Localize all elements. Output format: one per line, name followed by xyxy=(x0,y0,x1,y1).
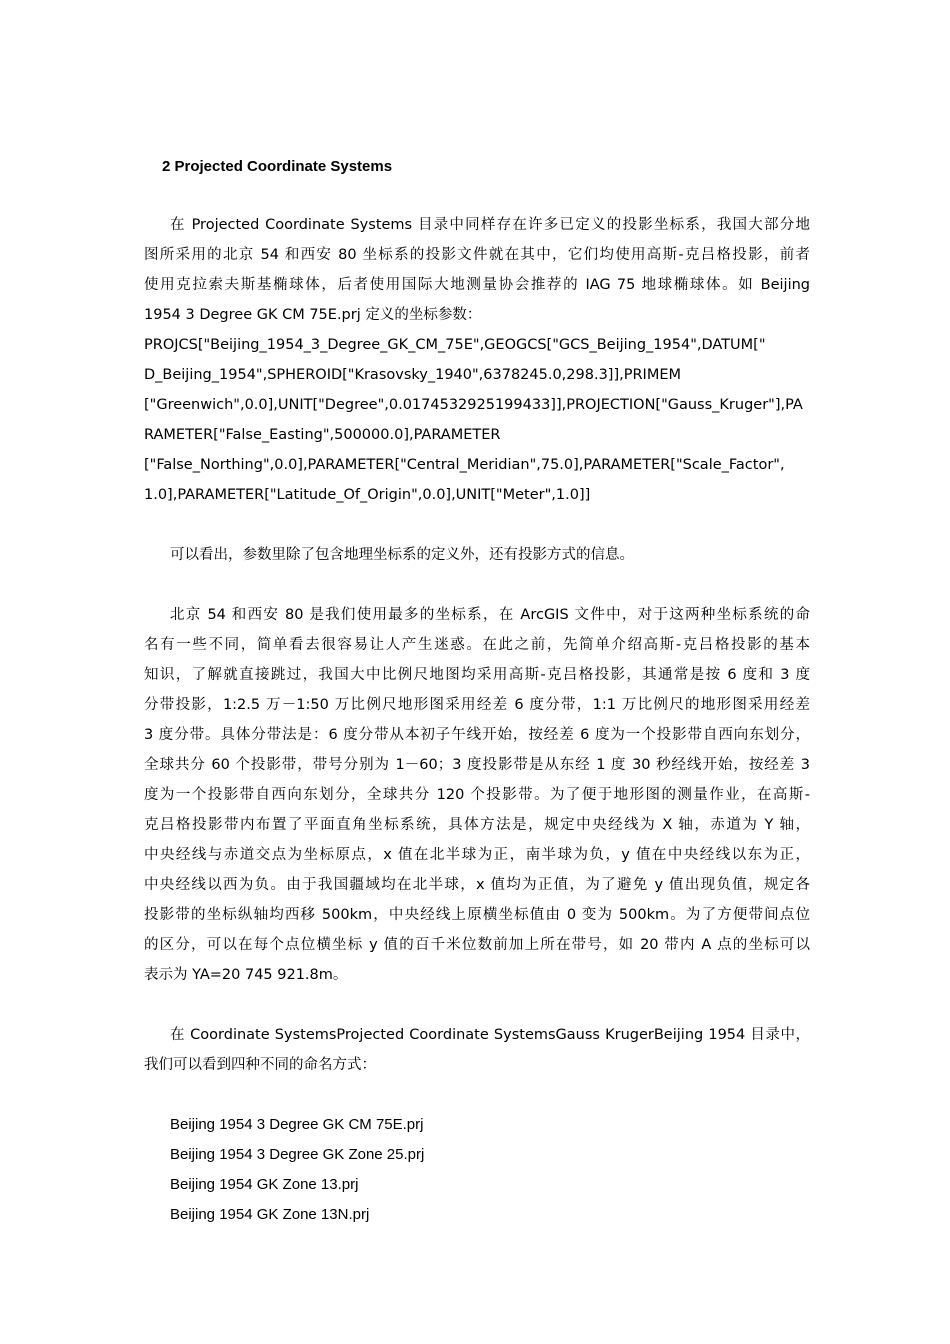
code-line: ["Greenwich",0.0],UNIT["Degree",0.0174532925199433]],PROJECTION["Gauss_Kruger"],PA xyxy=(144,397,803,413)
code-line: D_Beijing_1954",SPHEROID["Krasovsky_1940",6378245.0,298.3]],PRIMEM xyxy=(144,367,682,383)
text-line: 使用克拉索夫斯基椭球体，后者使用国际大地测量协会推荐的 IAG 75 地球椭球体。如 Beijing xyxy=(144,277,810,293)
list-item: Beijing 1954 3 Degree GK Zone 25.prj xyxy=(170,1146,425,1163)
text-line: 1954 3 Degree GK CM 75E.prj 定义的坐标参数： xyxy=(144,307,482,323)
text-line: 中央经线以西为负。由于我国疆域均在北半球，x 值均为正值，为了避免 y 值出现负值，规定各 xyxy=(144,877,810,893)
code-line: PROJCS["Beijing_1954_3_Degree_GK_CM_75E",GEOGCS["GCS_Beijing_1954",DATUM[" xyxy=(144,337,766,353)
text-line: 知识，了解就直接跳过，我国大中比例尺地图均采用高斯-克吕格投影，其通常是按 6 度和 3 度 xyxy=(144,667,810,683)
text-line: 分带投影，1:2.5 万－1:50 万比例尺地形图采用经差 6 度分带，1:1 万比例尺的地形图采用经差 xyxy=(144,697,810,713)
text-line: 北京 54 和西安 80 是我们使用最多的坐标系，在 ArcGIS 文件中，对于这两种坐标系统的命 xyxy=(170,607,810,623)
paragraph-intro xyxy=(144,210,810,510)
text-line: 投影带的坐标纵轴均西移 500km，中央经线上原横坐标值由 0 变为 500km。为了方便带间点位 xyxy=(144,907,810,923)
paragraph-naming xyxy=(144,1020,810,1080)
text-line: 我们可以看到四种不同的命名方式： xyxy=(144,1057,376,1073)
prj-file-list xyxy=(170,1110,424,1230)
text-line: 全球共分 60 个投影带，带号分别为 1－60；3 度投影带是从东经 1 度 30 秒经线开始，按经差 3 xyxy=(144,757,810,773)
text-line: 3 度分带。具体分带法是：6 度分带从本初子午线开始，按经差 6 度为一个投影带自西向东划分， xyxy=(144,727,810,743)
code-line: 1.0],PARAMETER["Latitude_Of_Origin",0.0],UNIT["Meter",1.0]] xyxy=(144,487,591,503)
text-line: 表示为 YA=20 745 921.8m。 xyxy=(144,967,348,983)
paragraph-summary xyxy=(144,540,810,570)
list-item: Beijing 1954 GK Zone 13N.prj xyxy=(170,1206,370,1223)
text-line: 名有一些不同，简单看去很容易让人产生迷惑。在此之前，先简单介绍高斯-克吕格投影的基本 xyxy=(144,637,810,653)
text-line: 中央经线与赤道交点为坐标原点，x 值在北半球为正，南半球为负，y 值在中央经线以东为正， xyxy=(144,847,810,863)
text-line: 的区分，可以在每个点位横坐标 y 值的百千米位数前加上所在带号，如 20 带内 A 点的坐标可以 xyxy=(144,937,810,953)
section-heading: 2 Projected Coordinate Systems xyxy=(162,158,393,175)
list-item: Beijing 1954 GK Zone 13.prj xyxy=(170,1176,359,1193)
text-line: 克吕格投影带内布置了平面直角坐标系统，具体方法是，规定中央经线为 X 轴，赤道为 Y 轴， xyxy=(144,817,810,833)
list-item: Beijing 1954 3 Degree GK CM 75E.prj xyxy=(170,1116,424,1133)
text-line: 在 Coordinate SystemsProjected Coordinate SystemsGauss KrugerBeijing 1954 目录中， xyxy=(170,1027,810,1043)
text-line: 可以看出，参数里除了包含地理坐标系的定义外，还有投影方式的信息。 xyxy=(170,547,634,563)
paragraph-gauss-kruger xyxy=(144,600,810,990)
code-line: RAMETER["False_Easting",500000.0],PARAMETER xyxy=(144,427,501,443)
text-line: 在 Projected Coordinate Systems 目录中同样存在许多已定义的投影坐标系，我国大部分地 xyxy=(170,217,810,233)
text-line: 度为一个投影带自西向东划分，全球共分 120 个投影带。为了便于地形图的测量作业，在高斯- xyxy=(144,787,810,803)
code-line: ["False_Northing",0.0],PARAMETER["Central_Meridian",75.0],PARAMETER["Scale_Factor", xyxy=(144,457,785,473)
text-line: 图所采用的北京 54 和西安 80 坐标系的投影文件就在其中，它们均使用高斯-克吕格投影，前者 xyxy=(144,247,810,263)
